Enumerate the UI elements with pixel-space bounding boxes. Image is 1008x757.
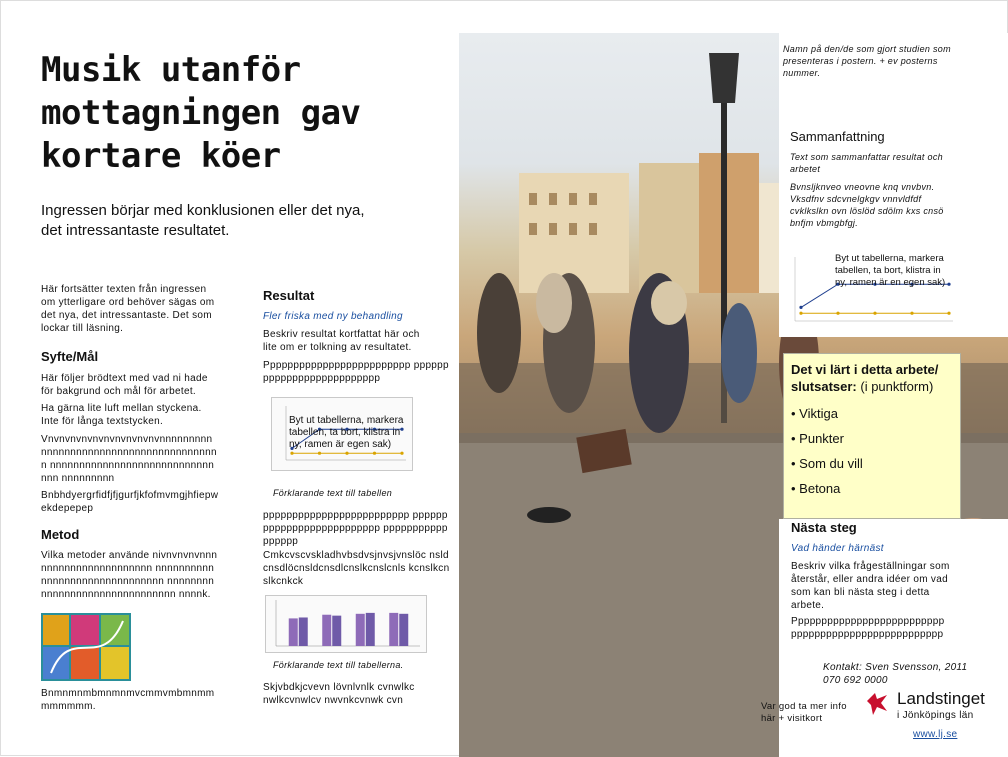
ingress: Ingressen börjar med konklusionen eller det nya, det intressantaste resultatet. xyxy=(41,202,365,239)
data-point xyxy=(910,312,913,315)
contact: Kontakt: Sven Svensson, 2011 070 692 0000 xyxy=(823,662,968,686)
metod-heading: Metod xyxy=(41,527,80,542)
data-point xyxy=(318,452,321,455)
data-point xyxy=(345,452,348,455)
next-sub: Vad händer härnäst xyxy=(791,543,884,554)
concl-heading-title: Det vi lärt i detta arbete/ slutsatser: xyxy=(791,362,939,394)
bar-B-1 xyxy=(299,617,308,646)
summary-heading: Sammanfattning xyxy=(790,129,885,144)
chart-note: Byt ut tabellerna, markera tabellen, ta bort, klistra in ny, ramen är egen sak) xyxy=(289,415,404,450)
metod-p1: Vilka metoder använde nivnvnvnvnnnnnnnnnnnnnnnnnnnnnn nnnnnnnnnnnnnnnnnnnnnnnnnnnnnnn nnnnnnnnnnnnnnnnnnnnnnnnnnnnnnn nnnnk. xyxy=(41,550,218,600)
data-point xyxy=(373,452,376,455)
landstinget-logo-icon xyxy=(863,689,891,717)
bar-chart xyxy=(266,596,426,652)
resultat-p1: Beskriv resultat kortfattat här och lite om er tolkning av resultatet. xyxy=(263,329,420,353)
next-p: Pppppppppppppppppppppppppp pppppppppppppppppppppppppp xyxy=(791,616,945,640)
website-link[interactable]: www.lj.se xyxy=(913,729,958,740)
resultat-p2: Ppppppppppppppppppppppppp pppppppppppppppppppppppppp xyxy=(263,360,449,384)
poster-title: Musik utanför mottagningen gav kortare köer xyxy=(41,50,361,176)
syfte-p2: Ha gärna lite luft mellan styckena. Inte för långa textstycken. xyxy=(41,403,202,427)
bar-A-1 xyxy=(289,618,298,646)
bar-A-4 xyxy=(389,613,398,646)
bullet-item: • Viktiga xyxy=(791,406,838,421)
summary-text: Text som sammanfattar resultat och arbetet xyxy=(790,152,943,174)
resultat-p4: Cmkcvscvskladhvbsdvsjnvsjvnslöc nsldcnsdlöcnsldcnsdlcnslkcnslcnls kcnslkcnslkcnkck xyxy=(263,550,450,587)
syfte-heading: Syfte/Mål xyxy=(41,349,99,364)
syfte-p3: Vnvnvnvnvnvnvnvnvnvnvnnnnnnnnn nnnnnnnnnnnnnnnnnnnnnnnnnnnnnnn nnnnnnnnnnnnnnnnnnnnnnnnnnnnnnn nnnnnnnnn xyxy=(41,434,217,484)
bullet-item: • Betona xyxy=(791,481,841,496)
info: Var god ta mer info här + visitkort xyxy=(761,701,847,724)
bar-B-3 xyxy=(366,613,375,646)
resultat-p5: Skjvbdkjcvevn lövnlvnlk cvnwlkc nwlkcvnwlcv nwvnkcvnwk cvn xyxy=(263,682,415,706)
result-chart-2 xyxy=(265,595,427,653)
syfte-p1: Här följer brödtext med vad ni hade för bakgrund och mål för arbetet. xyxy=(41,373,208,397)
data-point xyxy=(799,306,802,309)
chart-caption-1: Förklarande text till tabellen xyxy=(273,488,393,498)
bar-B-2 xyxy=(332,616,341,646)
next-text: Beskriv vilka frågeställningar som återstår, eller andra idéer om vad som kan bli nästa steg i detta arbete. xyxy=(791,561,950,611)
names: Namn på den/de som gjort studien som presenteras i postern. + ev posterns nummer. xyxy=(783,44,951,78)
data-point xyxy=(799,312,802,315)
right-chart-note: Byt ut tabellerna, markera tabellen, ta bort, klistra in ny, ramen är en egen sak) xyxy=(835,253,946,288)
data-point xyxy=(400,452,403,455)
method-illustration xyxy=(41,613,131,681)
resultat-heading: Resultat xyxy=(263,288,315,303)
syfte-p4: Bnbhdyergrfidfjfjgurfjkfofmvmgjhfiepw ekdepepep xyxy=(41,490,219,514)
concl-heading xyxy=(791,361,951,395)
next-heading: Nästa steg xyxy=(791,520,857,535)
data-point xyxy=(836,312,839,315)
concl-heading-suffix: (i punktform) xyxy=(860,379,934,394)
data-point xyxy=(290,452,293,455)
data-point xyxy=(873,312,876,315)
bar-A-3 xyxy=(356,614,365,646)
metod-p2: Bnmnmnmbmnmnmvcmmvmbmnmm mmmmmm. xyxy=(41,688,215,712)
data-point xyxy=(947,312,950,315)
resultat-p3: ppppppppppppppppppppppppp pppppppppppppppppppppppppp ppppppppppppppppp xyxy=(263,510,448,547)
conclusion-list xyxy=(791,401,863,501)
bullet-item: • Punkter xyxy=(791,431,844,446)
bullet-item: • Som du vill xyxy=(791,456,863,471)
chart-caption-2: Förklarande text till tabellerna. xyxy=(273,660,404,670)
logo-sub: i Jönköpings län xyxy=(897,710,974,721)
intro-text: Här fortsätter texten från ingressen om ytterligare ord behöver sägas om det nya, det intressantaste. Det som lockar till läsning. xyxy=(41,284,215,334)
logo-name: Landstinget xyxy=(897,689,985,708)
resultat-subheading: Fler friska med ny behandling xyxy=(263,311,403,322)
bar-A-2 xyxy=(322,615,331,646)
bar-B-4 xyxy=(399,614,408,646)
summary-extra: Bvnsljknveo vneovne knq vnvbvn. Vksdfnv sdcvnelgkgv vnnvldfdf cvklkslkn ovn löslöd sdölm kxs cnsö bnfjm vbmgbfgj. xyxy=(790,182,944,228)
